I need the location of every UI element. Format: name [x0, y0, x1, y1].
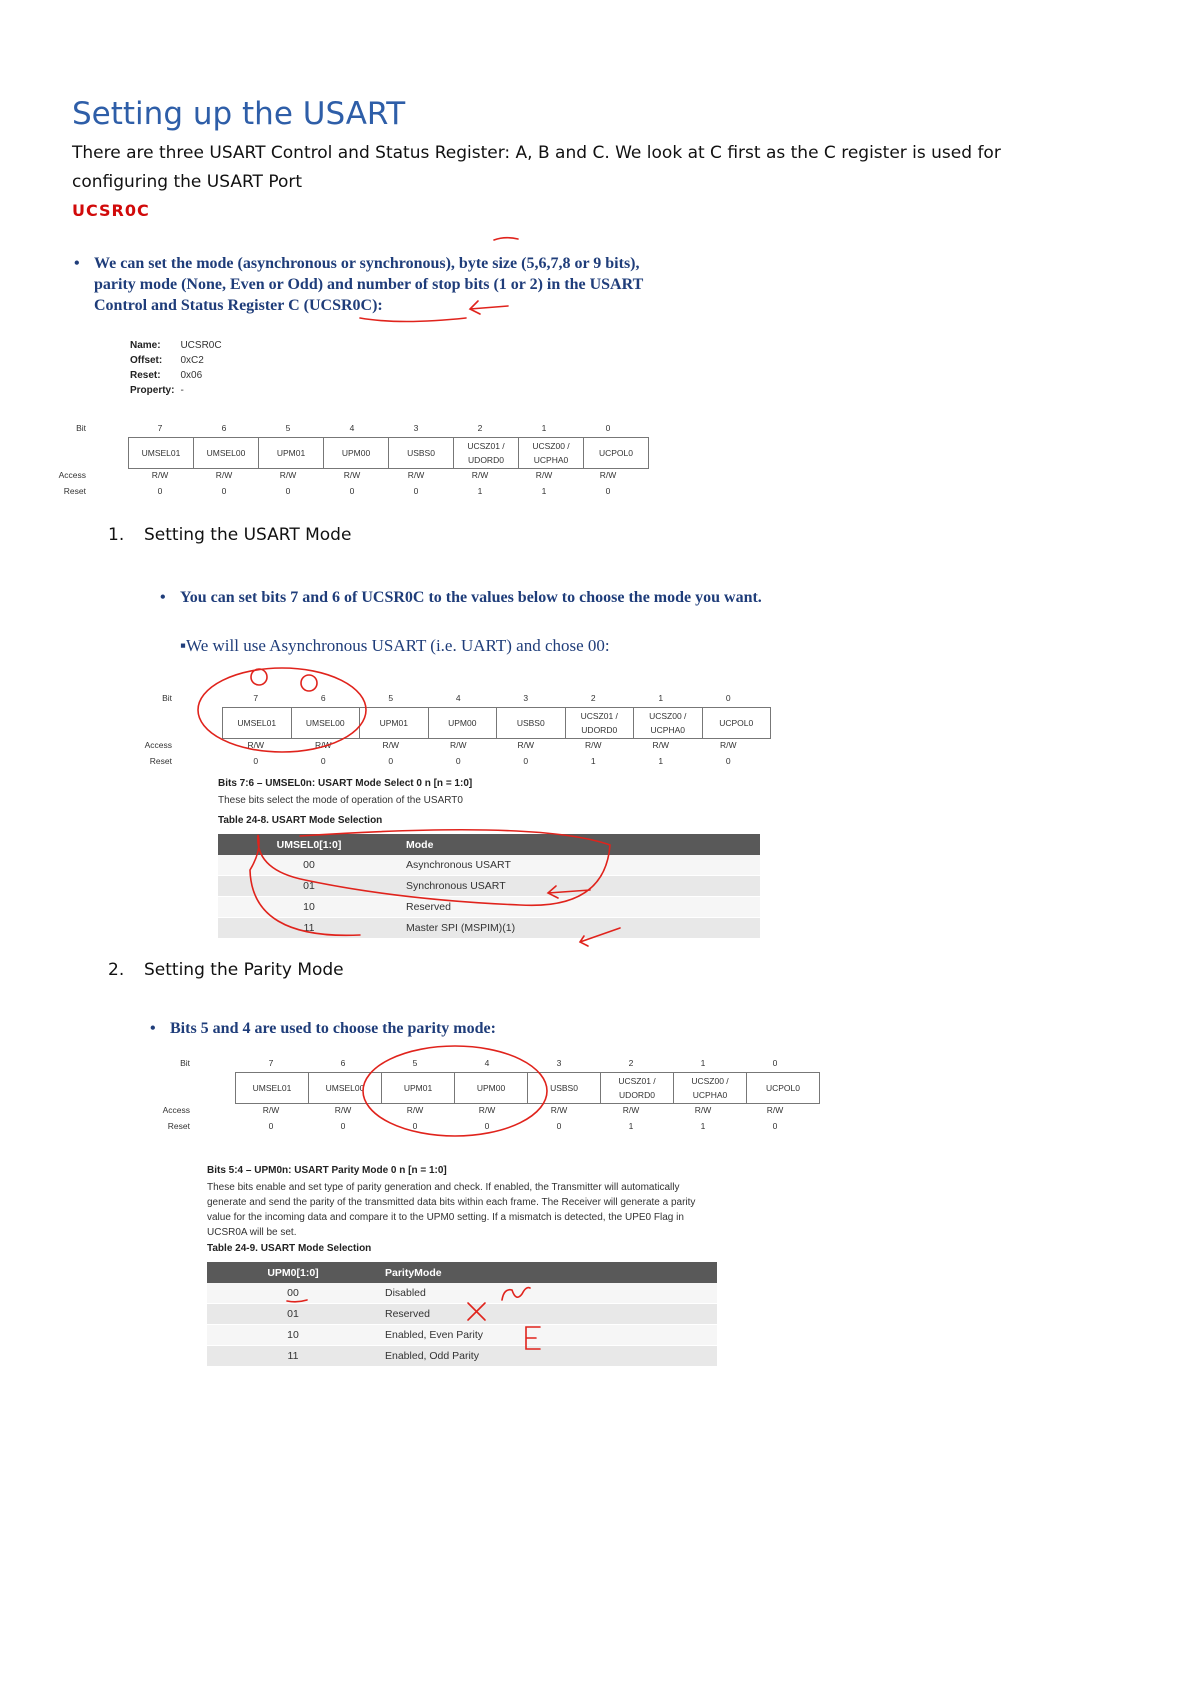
bit-number: 5	[388, 693, 394, 703]
bits-7-6-desc: These bits select the mode of operation of the USART0	[218, 795, 463, 806]
table-row	[207, 1304, 717, 1325]
register-field	[455, 1073, 528, 1103]
ink-underline	[360, 318, 466, 322]
register-field-row	[235, 1072, 820, 1104]
bit-number: 3	[523, 693, 529, 703]
register-field	[360, 708, 429, 738]
register-field-label: UCSZ00 /	[649, 711, 687, 721]
reset-value: 0	[605, 486, 611, 496]
table-cell: Reserved	[379, 1304, 717, 1325]
register-field	[566, 708, 635, 738]
bit-number: 2	[590, 693, 596, 703]
register-field	[747, 1073, 819, 1103]
reset-value: 0	[285, 486, 291, 496]
reset-value: 1	[590, 756, 596, 766]
register-field-row	[128, 437, 649, 469]
register-field-label: USBS0	[516, 718, 545, 728]
section-1-title: Setting the USART Mode	[144, 525, 352, 545]
bit-number: 4	[484, 1058, 490, 1068]
slide-bullet-2-text: You can set bits 7 and 6 of UCSR0C to the values below to choose the mode you want.	[180, 589, 762, 606]
bit-row-label: Bit	[180, 1058, 190, 1068]
access-value: R/W	[471, 470, 489, 480]
table-cell: Enabled, Even Parity	[379, 1325, 717, 1346]
reset-value: 0	[455, 756, 461, 766]
register-field	[519, 438, 584, 468]
bit-number: 0	[725, 693, 731, 703]
meta-value: 0x06	[180, 370, 203, 381]
register-field-label: UPM00	[476, 1083, 506, 1093]
reset-value: 0	[388, 756, 394, 766]
slide-subbullet	[180, 636, 610, 656]
access-value: R/W	[247, 740, 265, 750]
reset-value: 0	[556, 1121, 562, 1131]
table-row	[218, 897, 760, 918]
register-field	[129, 438, 194, 468]
access-value: R/W	[478, 1105, 496, 1115]
table-cell: 01	[207, 1304, 379, 1325]
slide-bullet-3-text: Bits 5 and 4 are used to choose the parity mode:	[170, 1020, 496, 1037]
section-2-title: Setting the Parity Mode	[144, 960, 344, 980]
bullet-dot-icon: •	[160, 589, 166, 606]
bit-number: 6	[320, 693, 326, 703]
reset-value: 0	[349, 486, 355, 496]
reset-row-label: Reset	[149, 756, 172, 766]
register-field-label: UCPOL0	[765, 1083, 800, 1093]
table-row	[218, 918, 760, 939]
register-field	[601, 1073, 674, 1103]
bit-number: 1	[658, 693, 664, 703]
reset-value: 0	[523, 756, 529, 766]
table-cell: 11	[207, 1346, 379, 1367]
slide-bullet-1	[74, 253, 674, 316]
register-field-label: UCSZ00 /	[532, 441, 570, 451]
bit-number: 3	[556, 1058, 562, 1068]
reset-value: 0	[413, 486, 419, 496]
ink-zero-mark	[251, 669, 267, 685]
access-row-label: Access	[162, 1105, 190, 1115]
meta-key: Offset:	[130, 355, 163, 366]
reset-row-label: Reset	[167, 1121, 190, 1131]
access-value: R/W	[652, 740, 670, 750]
bit-number: 6	[221, 423, 227, 433]
register-field-label: UMSEL01	[237, 718, 277, 728]
bullet-dot-icon: •	[150, 1020, 156, 1037]
register-field-label: UMSEL00	[206, 448, 246, 458]
register-field	[194, 438, 259, 468]
access-row-label: Access	[58, 470, 86, 480]
register-field	[454, 438, 519, 468]
bit-number: 7	[253, 693, 259, 703]
register-field-label: UMSEL01	[141, 448, 181, 458]
slide-bullet-1-text: We can set the mode (asynchronous or synchronous), byte size (5,6,7,8 or 9 bits), parity mode (None, Even or Odd) and number of stop bits (1 or 2) in the USART Control and Status Register C (UCSR0C):	[94, 255, 643, 314]
access-value: R/W	[343, 470, 361, 480]
register-field	[584, 438, 648, 468]
parity-selection-table	[207, 1262, 717, 1367]
table-header-row	[218, 834, 760, 855]
register-field-label: USBS0	[407, 448, 435, 458]
access-value: R/W	[406, 1105, 424, 1115]
register-field	[389, 438, 454, 468]
register-field-label: UPM01	[403, 1083, 433, 1093]
reset-value: 0	[725, 756, 731, 766]
ink-underline	[494, 238, 518, 240]
meta-value: 0xC2	[180, 355, 204, 366]
table-cell: Disabled	[379, 1283, 717, 1304]
table-cell: Reserved	[400, 897, 760, 918]
access-value: R/W	[151, 470, 169, 480]
section-2-number: 2.	[108, 960, 125, 980]
register-field-label: UCPOL0	[719, 718, 754, 728]
table-cell: 10	[218, 897, 400, 918]
register-field	[674, 1073, 747, 1103]
access-value: R/W	[382, 740, 400, 750]
register-field-label: UCPHA0	[650, 725, 685, 735]
register-field	[634, 708, 703, 738]
table-cell: 10	[207, 1325, 379, 1346]
register-field	[223, 708, 292, 738]
table-header-cell: UPM0[1:0]	[207, 1262, 379, 1283]
register-field-label: UPM01	[276, 448, 306, 458]
access-value: R/W	[694, 1105, 712, 1115]
table-header-cell: ParityMode	[379, 1262, 717, 1283]
register-field-label: USBS0	[550, 1083, 578, 1093]
register-field-label: UPM00	[448, 718, 477, 728]
bits-5-4-title: Bits 5:4 – UPM0n: USART Parity Mode 0 n [n = 1:0]	[207, 1165, 447, 1176]
register-field	[703, 708, 771, 738]
table-row	[218, 876, 760, 897]
table-header-cell: Mode	[400, 834, 760, 855]
table-cell: 01	[218, 876, 400, 897]
access-value: R/W	[599, 470, 617, 480]
register-field-label: UCSZ01 /	[580, 711, 618, 721]
reset-value: 1	[477, 486, 483, 496]
register-field-label: UCSZ00 /	[691, 1076, 729, 1086]
register-field	[309, 1073, 382, 1103]
meta-key: Reset:	[130, 370, 161, 381]
access-value: R/W	[535, 470, 553, 480]
register-field-label: UCSZ01 /	[618, 1076, 656, 1086]
reset-value: 0	[484, 1121, 490, 1131]
bit-number: 6	[340, 1058, 346, 1068]
section-2-heading	[108, 960, 344, 980]
meta-key: Name:	[130, 340, 161, 351]
register-field-label: UDORD0	[619, 1090, 655, 1100]
bit-number: 4	[455, 693, 461, 703]
reset-value: 1	[541, 486, 547, 496]
access-value: R/W	[622, 1105, 640, 1115]
bit-number: 0	[772, 1058, 778, 1068]
register-field	[324, 438, 389, 468]
meta-value: -	[180, 385, 184, 396]
register-meta	[130, 338, 228, 398]
bit-number: 3	[413, 423, 419, 433]
bit-number: 0	[605, 423, 611, 433]
access-value: R/W	[215, 470, 233, 480]
register-field-label: UMSEL01	[252, 1083, 292, 1093]
section-1-heading	[108, 525, 351, 545]
access-value: R/W	[449, 740, 467, 750]
page-title: Setting up the USART	[72, 96, 406, 132]
bit-row-label: Bit	[162, 693, 172, 703]
access-value: R/W	[584, 740, 602, 750]
register-field	[528, 1073, 601, 1103]
reset-value: 1	[628, 1121, 634, 1131]
table-caption-1: Table 24-8. USART Mode Selection	[218, 815, 383, 826]
bits-7-6-title: Bits 7:6 – UMSEL0n: USART Mode Select 0 n [n = 1:0]	[218, 778, 473, 789]
meta-value: UCSR0C	[180, 340, 222, 351]
bit-number: 7	[268, 1058, 274, 1068]
reset-value: 0	[320, 756, 326, 766]
section-1-number: 1.	[108, 525, 125, 545]
reset-value: 0	[268, 1121, 274, 1131]
register-field-label: UDORD0	[581, 725, 618, 735]
access-value: R/W	[262, 1105, 280, 1115]
square-bullet-icon: ▪	[180, 636, 187, 655]
table-caption-2: Table 24-9. USART Mode Selection	[207, 1243, 372, 1254]
access-value: R/W	[407, 470, 425, 480]
table-cell: 11	[218, 918, 400, 939]
table-row	[207, 1325, 717, 1346]
table-cell: Enabled, Odd Parity	[379, 1346, 717, 1367]
bit-number: 5	[412, 1058, 418, 1068]
table-cell: Asynchronous USART	[400, 855, 760, 876]
access-row-label: Access	[144, 740, 172, 750]
bit-number: 1	[700, 1058, 706, 1068]
register-field-label: UCPHA0	[692, 1090, 728, 1100]
slide-subbullet-text: We will use Asynchronous USART (i.e. UART) and chose 00:	[186, 636, 610, 655]
register-field-label: UMSEL00	[305, 718, 345, 728]
reset-value: 0	[221, 486, 227, 496]
access-value: R/W	[719, 740, 737, 750]
slide-bullet-2	[160, 587, 830, 608]
bullet-dot-icon: •	[74, 255, 80, 272]
bit-number: 1	[541, 423, 547, 433]
register-field-label: UPM00	[341, 448, 371, 458]
reset-value: 0	[772, 1121, 778, 1131]
mode-selection-table	[218, 834, 760, 939]
bit-number: 2	[477, 423, 483, 433]
table-cell: Master SPI (MSPIM)(1)	[400, 918, 760, 939]
reset-value: 0	[157, 486, 163, 496]
reset-value: 0	[412, 1121, 418, 1131]
register-field-label: UMSEL00	[325, 1083, 365, 1093]
register-field	[497, 708, 566, 738]
register-field-row	[222, 707, 771, 739]
table-header-cell: UMSEL0[1:0]	[218, 834, 400, 855]
register-field	[259, 438, 324, 468]
table-row	[207, 1283, 717, 1304]
access-value: R/W	[766, 1105, 784, 1115]
bit-number: 4	[349, 423, 355, 433]
meta-key: Property:	[130, 385, 175, 396]
access-value: R/W	[334, 1105, 352, 1115]
register-field	[236, 1073, 309, 1103]
table-row	[207, 1346, 717, 1367]
register-field	[382, 1073, 455, 1103]
register-field-label: UCPHA0	[533, 455, 569, 465]
access-value: R/W	[279, 470, 297, 480]
register-field-label: UCSZ01 /	[467, 441, 505, 451]
register-field-label: UPM01	[379, 718, 408, 728]
table-header-row	[207, 1262, 717, 1283]
access-value: R/W	[314, 740, 332, 750]
reset-row-label: Reset	[63, 486, 86, 496]
reset-value: 0	[340, 1121, 346, 1131]
access-value: R/W	[517, 740, 535, 750]
register-heading: UCSR0C	[72, 201, 150, 220]
register-field-label: UDORD0	[468, 455, 504, 465]
table-row	[218, 855, 760, 876]
intro-paragraph: There are three USART Control and Status Register: A, B and C. We look at C first as the C register is used for configuring the USART Port	[72, 143, 1001, 192]
bits-5-4-desc: These bits enable and set type of parity generation and check. If enabled, the Transmitter will automatically generate and send the parity of the transmitted data bits within each frame. The Receiver will generate a parity value for the incoming data and compare it to the UPM0 setting. If a mismatch is detected, the UPE0 Flag in UCSR0A will be set.	[207, 1182, 696, 1238]
ink-zero-mark	[301, 675, 317, 691]
table-cell: Synchronous USART	[400, 876, 760, 897]
slide-bullet-3	[150, 1018, 770, 1039]
register-field	[429, 708, 498, 738]
register-field	[292, 708, 361, 738]
bit-number: 5	[285, 423, 291, 433]
table-cell: 00	[218, 855, 400, 876]
bit-row-label: Bit	[76, 423, 86, 433]
access-value: R/W	[550, 1105, 568, 1115]
bit-number: 2	[628, 1058, 634, 1068]
reset-value: 0	[253, 756, 259, 766]
register-field-label: UCPOL0	[598, 448, 633, 458]
table-cell: 00	[207, 1283, 379, 1304]
reset-value: 1	[658, 756, 664, 766]
reset-value: 1	[700, 1121, 706, 1131]
bit-number: 7	[157, 423, 163, 433]
